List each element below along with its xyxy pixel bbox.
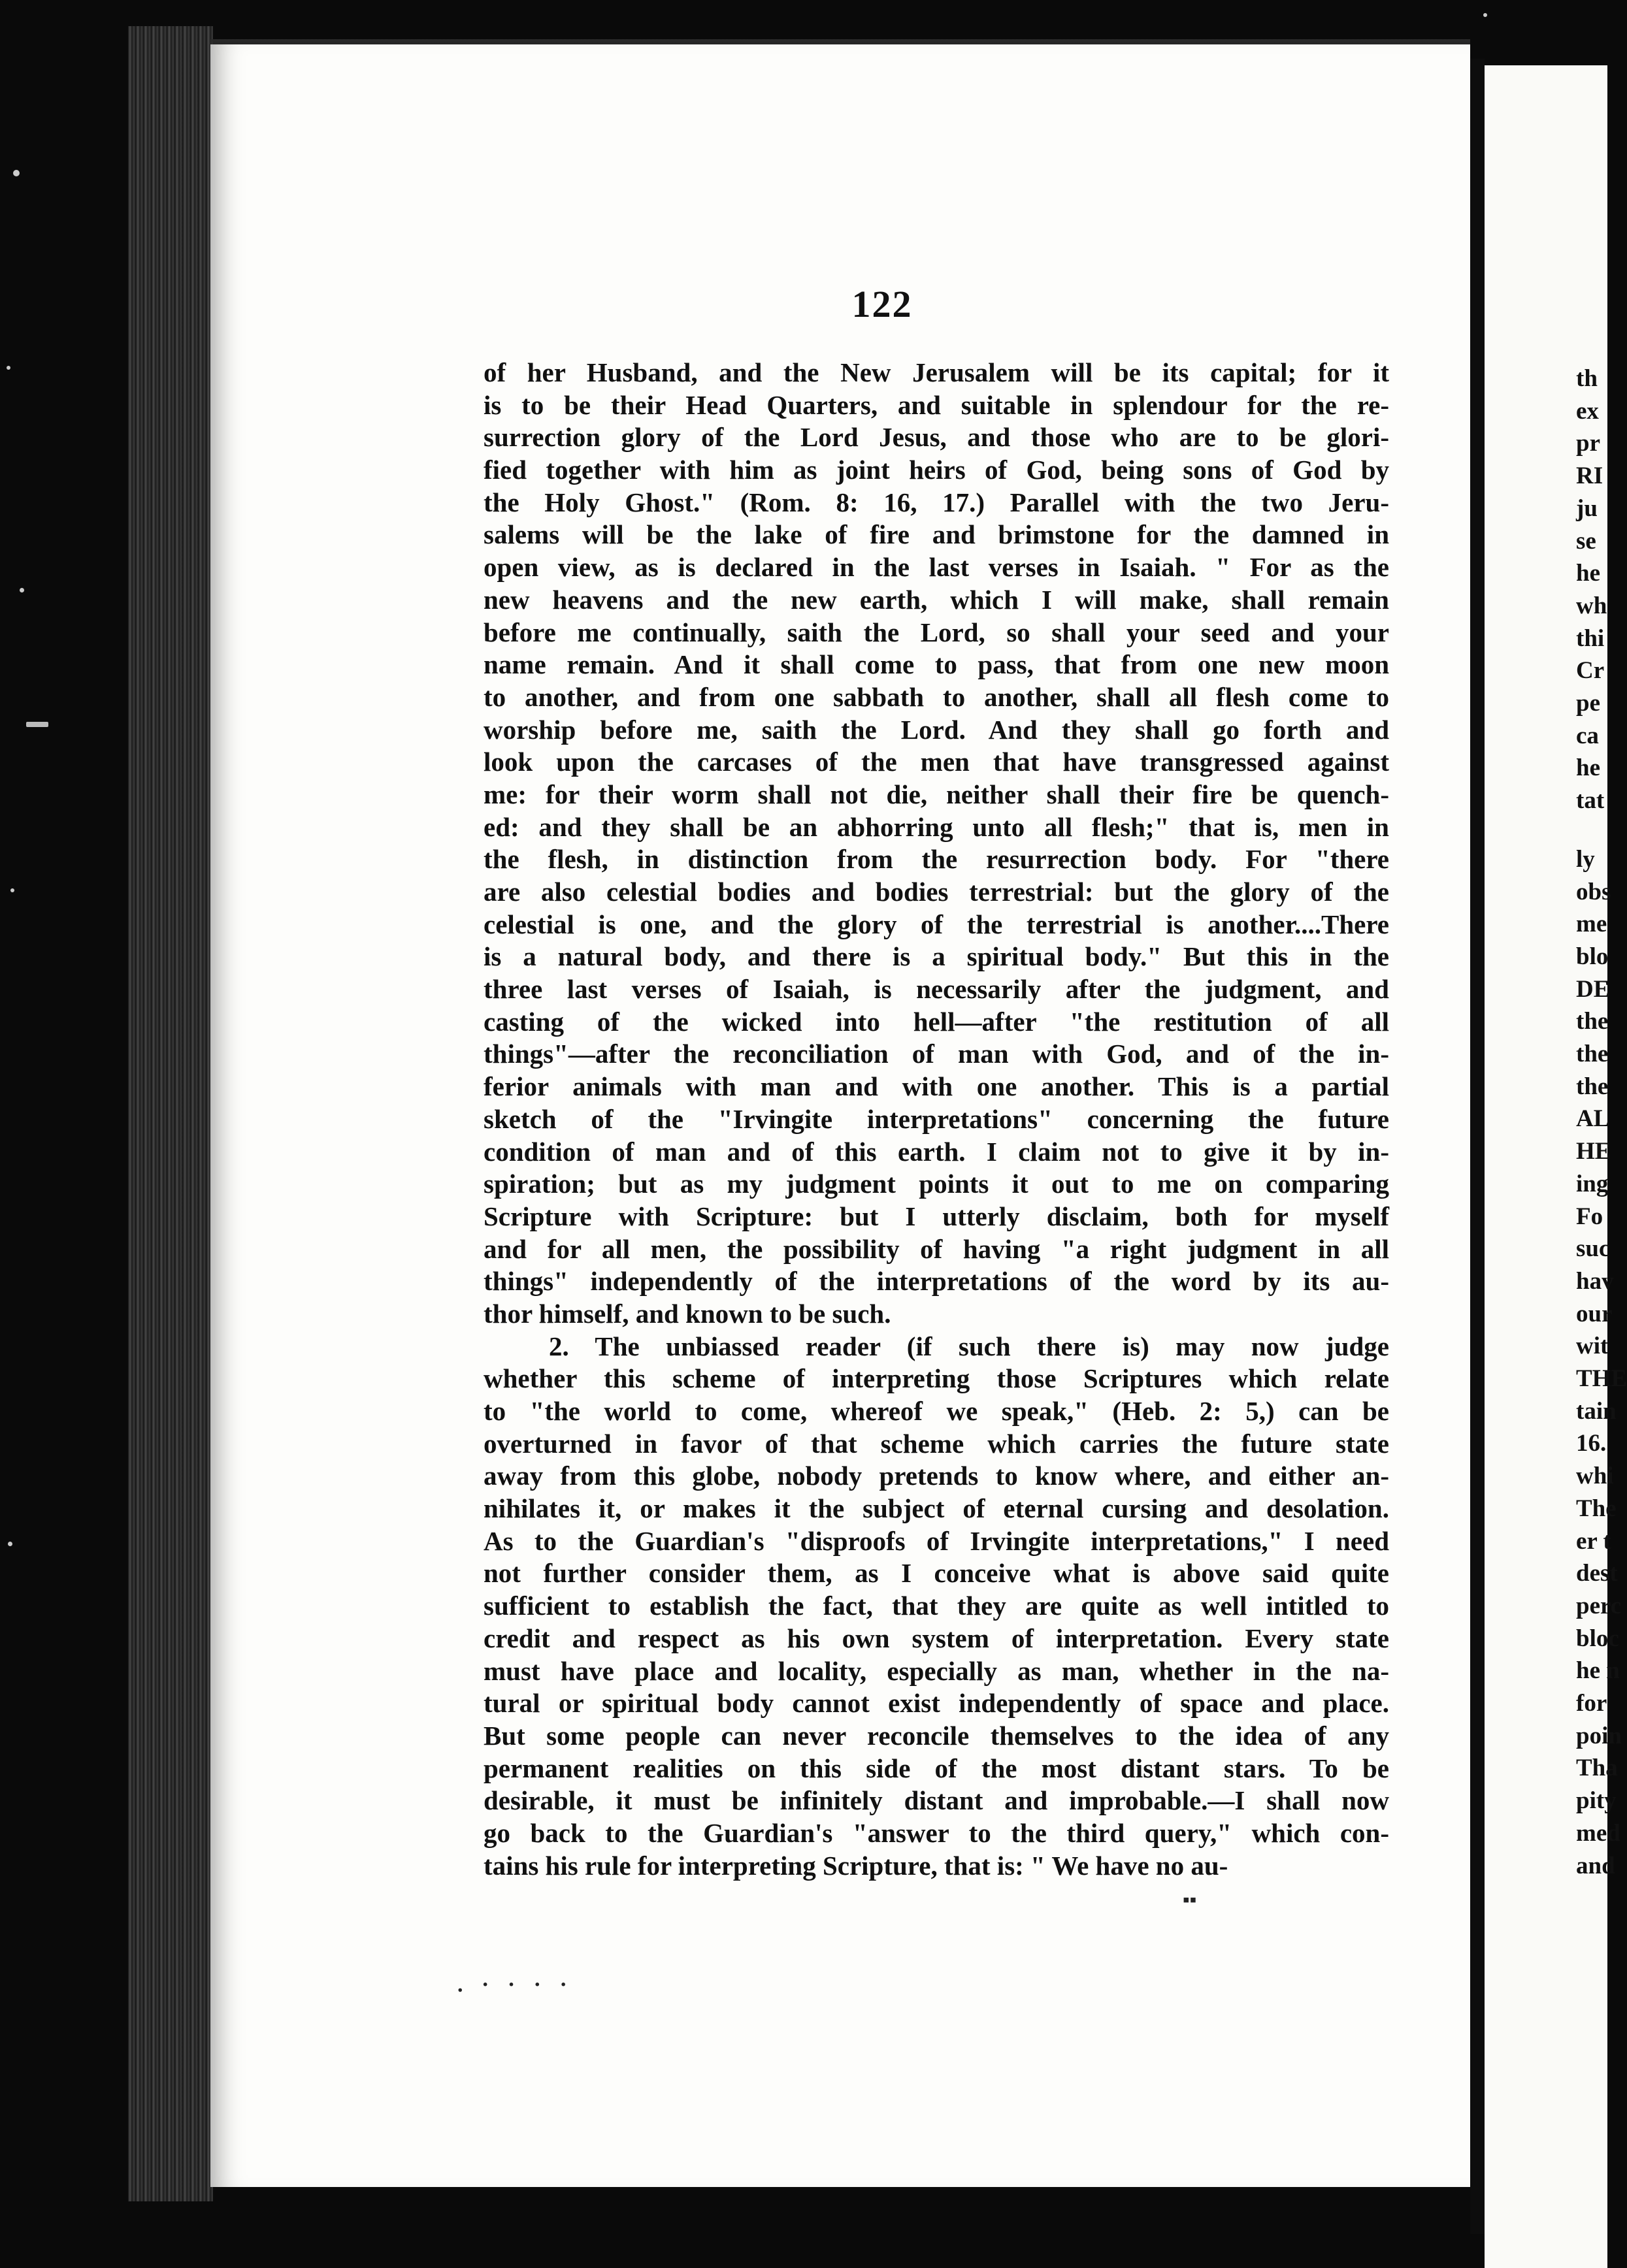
adjacent-page-fragment: obs	[1576, 878, 1611, 905]
adjacent-page-fragment: ly	[1576, 845, 1595, 873]
film-speck	[8, 1542, 12, 1546]
adjacent-page-fragment: he	[1576, 560, 1600, 587]
adjacent-page-fragment: wit	[1576, 1333, 1609, 1360]
adjacent-page-fragment: pe	[1576, 690, 1600, 717]
adjacent-page-fragment: th	[1576, 365, 1598, 392]
text-line: must have place and locality, especially as man, whether in the na-	[484, 1655, 1389, 1686]
text-line: look upon the carcases of the men that have transgressed against	[484, 747, 1389, 777]
text-line: whether this scheme of interpreting those Scriptures which relate	[484, 1363, 1389, 1394]
text-line: the Holy Ghost." (Rom. 8: 16, 17.) Parallel with the two Jeru-	[484, 487, 1389, 517]
text-line: surrection glory of the Lord Jesus, and those who are to be glori-	[484, 422, 1389, 453]
text-line: worship before me, saith the Lord. And they shall go forth and	[484, 714, 1389, 745]
text-line: credit and respect as his own system of interpretation. Every state	[484, 1623, 1389, 1653]
text-line: 2. The unbiassed reader (if such there is) may now judge	[549, 1331, 1389, 1361]
text-line: sketch of the "Irvingite interpretations" concerning the future	[484, 1103, 1389, 1134]
adjacent-page-fragment: 16.	[1576, 1430, 1607, 1457]
adjacent-page-fragment: er t	[1576, 1527, 1611, 1555]
text-line: permanent realities on this side of the most distant stars. To be	[484, 1753, 1389, 1783]
adjacent-page-fragment: ca	[1576, 722, 1599, 749]
text-line: ed: and they shall be an abhorring unto all flesh;" that is, men in	[484, 811, 1389, 842]
adjacent-page-fragment: the	[1576, 1073, 1609, 1100]
adjacent-page-fragment: ex	[1576, 397, 1599, 425]
adjacent-page-fragment: blo	[1576, 943, 1609, 970]
film-speck	[13, 170, 20, 176]
adjacent-page-fragment: Tha	[1576, 1755, 1618, 1782]
adjacent-page-fragment: bloc	[1576, 1625, 1619, 1652]
adjacent-page-fragment: poin	[1576, 1722, 1622, 1749]
text-line: condition of man and of this earth. I claim not to give it by in-	[484, 1136, 1389, 1167]
adjacent-page-fragment: Fo	[1576, 1203, 1603, 1230]
text-line: salems will be the lake of fire and brimstone for the damned in	[484, 519, 1389, 550]
adjacent-page-fragment: hav	[1576, 1267, 1614, 1295]
text-line: As to the Guardian's "disproofs of Irvingite interpretations," I need	[484, 1525, 1389, 1556]
adjacent-page-fragment: the	[1576, 1041, 1609, 1067]
adjacent-page-fragment: dest	[1576, 1560, 1618, 1587]
text-line: away from this globe, nobody pretends to know where, and either an-	[484, 1461, 1389, 1491]
print-specks: . · · · ·	[457, 1973, 574, 1997]
adjacent-page-fragment: AL	[1576, 1105, 1610, 1133]
adjacent-page-fragment: pr	[1576, 430, 1600, 457]
film-speck	[7, 366, 10, 370]
text-line: of her Husband, and the New Jerusalem will be its capital; for it	[484, 357, 1389, 387]
text-line: three last verses of Isaiah, is necessarily after the judgment, and	[484, 974, 1389, 1005]
adjacent-page-fragment: tain	[1576, 1397, 1617, 1425]
adjacent-page-fragment: perc	[1576, 1592, 1622, 1619]
text-line: and for all men, the possibility of having "a right judgment in all	[484, 1233, 1389, 1264]
adjacent-page-fragment: THE	[1576, 1365, 1627, 1392]
adjacent-page-fragment: me	[1576, 911, 1607, 938]
adjacent-page-fragment: he	[1576, 754, 1600, 782]
text-line: things" independently of the interpretations of the word by its au-	[484, 1266, 1389, 1297]
adjacent-page-fragment: the	[1576, 1008, 1609, 1035]
adjacent-page-fragment: he n	[1576, 1657, 1620, 1685]
adjacent-page-fragment: ju	[1576, 494, 1598, 522]
film-speck	[1483, 13, 1487, 17]
adjacent-page-fragment: wh	[1576, 592, 1607, 619]
text-line: celestial is one, and the glory of the terrestrial is another....There	[484, 909, 1389, 939]
text-line: But some people can never reconcile themselves to the idea of any	[484, 1720, 1389, 1751]
text-line: nihilates it, or makes it the subject of eternal cursing and desolation.	[484, 1493, 1389, 1524]
adjacent-page-fragment: our	[1576, 1300, 1613, 1327]
text-line: spiration; but as my judgment points it out to me on comparing	[484, 1169, 1389, 1199]
adjacent-page-fragment: tat	[1576, 787, 1605, 815]
body-text	[484, 357, 1389, 1882]
text-line: ferior animals with man and with one another. This is a partial	[484, 1071, 1389, 1102]
text-line: before me continually, saith the Lord, so shall your seed and your	[484, 617, 1389, 647]
text-line: new heavens and the new earth, which I will make, shall remain	[484, 584, 1389, 615]
text-line: the flesh, in distinction from the resurrection body. For "there	[484, 844, 1389, 875]
text-line: tains his rule for interpreting Scripture, that is: " We have no au-	[484, 1850, 1228, 1881]
text-line: desirable, it must be infinitely distant and improbable.—I shall now	[484, 1785, 1389, 1816]
adjacent-page-fragment: and	[1576, 1852, 1615, 1879]
page-gutter	[1470, 59, 1485, 2234]
film-speck	[20, 588, 24, 592]
adjacent-page-fragment: DE	[1576, 975, 1610, 1003]
adjacent-page-fragment: The	[1576, 1495, 1617, 1522]
text-line: fied together with him as joint heirs of God, being sons of God by	[484, 455, 1389, 485]
adjacent-page-fragment: RI	[1576, 462, 1603, 490]
text-line: things"—after the reconciliation of man with God, and of the in-	[484, 1039, 1389, 1069]
text-line: Scripture with Scripture: but I utterly disclaim, both for myself	[484, 1201, 1389, 1231]
text-line: not further consider them, as I conceive what is above said quite	[484, 1558, 1389, 1589]
text-line: overturned in favor of that scheme which carries the future state	[484, 1428, 1389, 1459]
adjacent-page-fragment: whi	[1576, 1463, 1614, 1490]
film-speck	[26, 722, 48, 727]
text-line: go back to the Guardian's "answer to the third query," which con-	[484, 1817, 1389, 1848]
text-line: thor himself, and known to be such.	[484, 1298, 891, 1329]
adjacent-page-fragment: ing	[1576, 1170, 1609, 1197]
adjacent-page	[1485, 65, 1610, 2268]
text-line: is to be their Head Quarters, and suitable in splendour for the re-	[484, 389, 1389, 420]
text-line: name remain. And it shall come to pass, that from one new moon	[484, 649, 1389, 680]
text-line: sufficient to establish the fact, that they are quite as well intitled to	[484, 1591, 1389, 1621]
book-spine-edge	[128, 26, 213, 2201]
adjacent-page-fragment: thi	[1576, 624, 1605, 652]
adjacent-page-fragment: Cr	[1576, 657, 1605, 685]
adjacent-page-fragment: suc	[1576, 1235, 1610, 1263]
adjacent-page-fragment: for	[1576, 1690, 1607, 1717]
print-specks: ▪▪	[1183, 1889, 1197, 1911]
text-line: to another, and from one sabbath to another, shall all flesh come to	[484, 681, 1389, 712]
text-line: to "the world to come, whereof we speak," (Heb. 2: 5,) can be	[484, 1396, 1389, 1426]
text-line: are also celestial bodies and bodies terrestrial: but the glory of the	[484, 877, 1389, 907]
text-line: open view, as is declared in the last verses in Isaiah. " For as the	[484, 552, 1389, 583]
text-line: is a natural body, and there is a spiritual body." But this in the	[484, 941, 1389, 972]
film-speck	[10, 888, 14, 892]
adjacent-page-fragment: med	[1576, 1819, 1620, 1847]
page-number: 122	[851, 283, 913, 325]
text-line: tural or spiritual body cannot exist independently of space and place.	[484, 1688, 1389, 1719]
adjacent-page-fragment: se	[1576, 527, 1596, 555]
text-line: me: for their worm shall not die, neither shall their fire be quench-	[484, 779, 1389, 809]
text-line: casting of the wicked into hell—after "the restitution of all	[484, 1006, 1389, 1037]
adjacent-page-fragment: HE	[1576, 1138, 1611, 1165]
adjacent-page-fragment: pity	[1576, 1787, 1617, 1815]
